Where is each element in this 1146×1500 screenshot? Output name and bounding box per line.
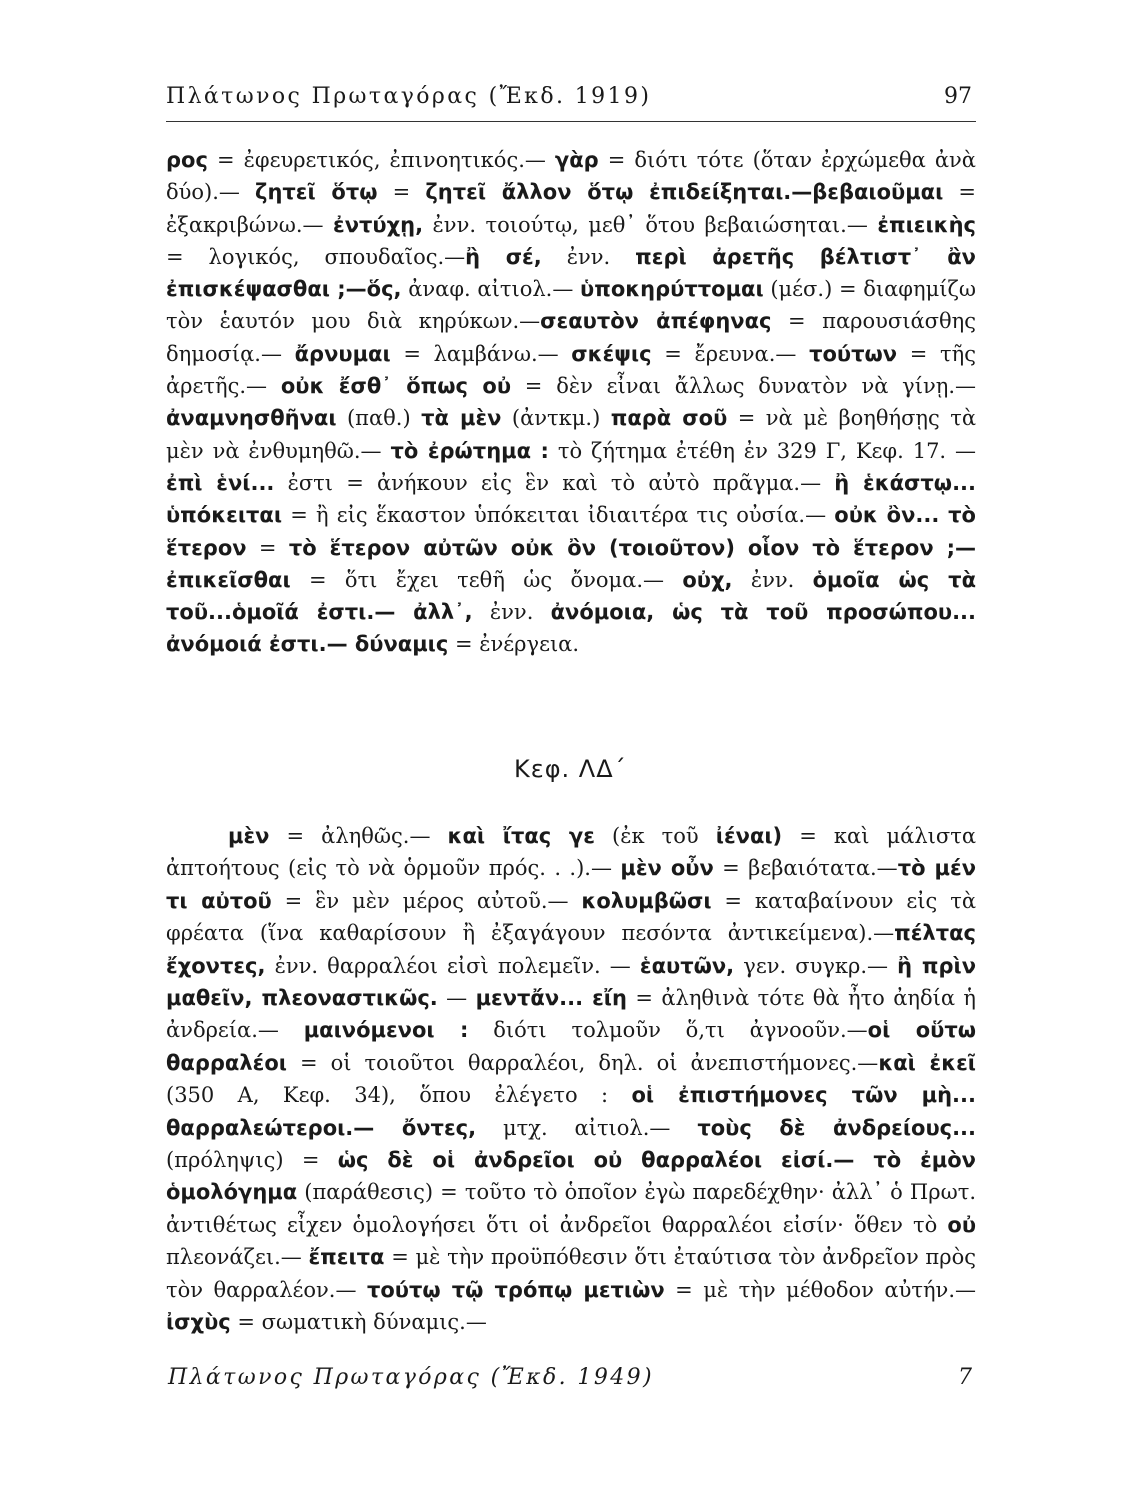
lemma-term: καὶ ἐκεῖ (878, 1050, 976, 1075)
lemma-term: ἔπειτα (308, 1245, 385, 1270)
gloss-text: = (246, 535, 289, 560)
gloss-text: = ὅτι ἔχει τεθῆ ὡς ὄνομα.— (290, 567, 683, 592)
gloss-text: ἐνν. θαρραλέοι εἰσὶ πολεμεῖν. — (265, 953, 640, 978)
gloss-text: = οἱ τοιοῦτοι θαρραλέοι, δηλ. οἱ ἀνεπιστήμονες.— (286, 1050, 879, 1075)
lemma-term: τὸ ἐρώτημα : (390, 438, 549, 463)
gloss-text: ἐστι = ἀνήκουν εἰς ἓν καὶ τὸ αὐτὸ πρᾶγμα.— (274, 470, 835, 495)
lemma-term: ὡς δὲ οἱ ἀνδρεῖοι οὐ θαρραλέοι εἰσί.— τὸ ἐμὸν ὁμολόγημα (166, 1148, 976, 1205)
lemma-term: οὐ (947, 1212, 976, 1237)
lemma-term: οἱ οὕτω θαρραλέοι (166, 1018, 977, 1075)
lemma-term: οὐχ, (682, 567, 733, 592)
gloss-text: = λαμβάνω.— (390, 341, 572, 366)
gloss-text: = ἓν μὲν μέρος αὐτοῦ.— (271, 888, 582, 913)
gloss-text: = ἐξακριβώνω.— (166, 180, 976, 237)
lemma-term: ρος (166, 148, 208, 172)
lemma-term: ἀναμνησθῆναι (166, 406, 337, 431)
gloss-text: (παράθεσις) = τοῦτο τὸ ὁποῖον ἐγὼ παρεδέχθην· ἀλλ᾽ ὁ Πρωτ. ἀντιθέτως εἶχεν ὁμολογήσει ὅτι οἱ ἀνδρεῖοι θαρραλέοι εἰσίν· ὅθεν τὸ (166, 1180, 976, 1237)
lemma-term: τὸ ἕτερον αὐτῶν οὐκ ὂν (τοιοῦτον) οἷον τὸ ἕτερον ;— ἐπικεῖσθαι (166, 535, 977, 592)
gloss-text: = (377, 180, 426, 205)
gloss-text: ἐνν. (732, 567, 813, 592)
lemma-term: ἄρνυμαι (294, 341, 391, 366)
gloss-text: (μέσ.) = διαφημίζω τὸν ἑαυτόν μου διὰ κηρύκων.— (166, 277, 976, 334)
lemma-term: σεαυτὸν ἀπέφηνας (540, 309, 772, 334)
lemma-term: ἢ σέ, (465, 244, 542, 269)
lemma-term: ἑαυτῶν, (639, 953, 735, 978)
gloss-text: διότι τολμοῦν ὅ,τι ἀγνοοῦν.— (468, 1018, 868, 1043)
gloss-text: (πρόληψις) = (166, 1148, 338, 1173)
lemma-term: τούτων (809, 341, 898, 366)
lemma-term: τὰ μὲν (421, 406, 502, 431)
chapter-heading: Κεφ. ΛΔ΄ (514, 755, 627, 783)
page-number: 97 (944, 84, 972, 109)
lemma-term: παρὰ σοῦ (610, 406, 728, 431)
lemma-term: ἐπιεικὴς (877, 212, 976, 237)
gloss-text: = βεβαιότατα.— (713, 856, 898, 881)
lemma-term: οὐκ ὂν... τὸ ἕτερον (166, 503, 976, 560)
running-title: Πλάτωνος Πρωταγόρας (Ἔκδ. 1919) (166, 84, 652, 109)
gloss-text: = δὲν εἶναι ἄλλως δυνατὸν νὰ γίνῃ.— (511, 374, 976, 399)
gloss-text: = ἐφευρετικός, ἐπινοητικός.— (207, 148, 555, 172)
lemma-term: καὶ ἴτας γε (447, 824, 595, 848)
commentary-block-2 (166, 820, 976, 1339)
gloss-text: μτχ. αἰτιολ.— (476, 1115, 698, 1140)
gloss-text: = καὶ μάλιστα ἀπτοήτους (εἰς τὸ νὰ ὁρμοῦν πρός. . .).— (166, 824, 977, 881)
gloss-text: τὸ ζήτημα ἐτέθη ἐν 329 Γ, Κεφ. 17. — (548, 438, 977, 463)
gloss-text: ἐνν. (472, 600, 551, 625)
lemma-term: περὶ ἀρετῆς βέλτιστ᾽ ἂν ἐπισκέψασθαι ;—ὅς, (166, 244, 976, 302)
gloss-text: ἀναφ. αἰτιολ.— (401, 277, 581, 302)
gloss-text: = λογικός, σπουδαῖος.— (166, 244, 466, 269)
commentary-paragraph-2 (166, 820, 976, 1339)
lemma-term: ἢ ἑκάστῳ... ὑπόκειται (166, 470, 976, 528)
gloss-text: — (437, 986, 476, 1011)
gloss-text: = παρουσιάσθης δημοσίᾳ.— (166, 309, 976, 366)
page-header (166, 84, 978, 118)
lemma-term: κολυμβῶσι (581, 888, 712, 913)
gloss-text: = μὲ τὴν μέθοδον αὐτήν.— (664, 1277, 976, 1302)
lemma-term: ζητεῖ ἄλλον ὅτῳ ἐπιδείξηται.—βεβαιοῦμαι (425, 180, 944, 205)
lemma-term: ἰέναι) (715, 824, 783, 848)
gloss-text: = ἔρευνα.— (651, 341, 810, 366)
footer-title: Πλάτωνος Πρωταγόρας (Ἔκδ. 1949) (168, 1365, 655, 1390)
gloss-text: ἐνν. (541, 244, 636, 269)
gloss-text: πλεονάζει.— (166, 1245, 309, 1270)
lemma-term: τοὺς δὲ ἀνδρείους... (697, 1115, 977, 1140)
lemma-term: μεντἄν... εἴη (475, 986, 627, 1011)
header-rule (166, 121, 976, 122)
gloss-text: (παθ.) (336, 406, 422, 431)
lemma-term: ἰσχὺς (166, 1310, 231, 1335)
commentary-paragraph-1 (166, 144, 976, 661)
gloss-text: (350 Α, Κεφ. 34), ὅπου ἐλέγετο : (166, 1083, 632, 1108)
lemma-term: οἱ ἐπιστήμονες τῶν μὴ... θαρραλεώτεροι.— ὄντες, (166, 1083, 976, 1140)
lemma-term: μαινόμενοι : (303, 1018, 469, 1043)
gloss-text: = ἐνέργεια. (448, 632, 580, 657)
gloss-text: = μὲ τὴν προϋπόθεσιν ὅτι ἐταύτισα τὸν ἀνδρεῖον πρὸς τὸν θαρραλέον.— (166, 1245, 976, 1302)
signature-mark: 7 (958, 1365, 972, 1390)
commentary-block-1 (166, 144, 976, 661)
gloss-text: = ἀληθῶς.— (269, 824, 448, 848)
lemma-term: ἐντύχῃ, (333, 212, 424, 237)
gloss-text: = καταβαίνουν εἰς τὰ φρέατα (ἵνα καθαρίσουν ἢ ἐξαγάγουν πεσόντα ἀντικείμενα).— (166, 888, 977, 946)
lemma-term: ἀνόμοια, ὡς τὰ τοῦ προσώπου... ἀνόμοιά ἐστι.— δύναμις (166, 600, 977, 657)
gloss-text: (ἐκ τοῦ (594, 824, 716, 848)
gloss-text: ἐνν. τοιούτῳ, μεθ᾽ ὅτου βεβαιώσηται.— (423, 212, 878, 237)
lemma-term: τὸ μέν τι αὐτοῦ (166, 856, 977, 913)
lemma-term: μὲν οὖν (620, 856, 714, 881)
lemma-term: σκέψις (571, 341, 652, 366)
lemma-term: ἢ πρὶν μαθεῖν, πλεοναστικῶς. (166, 953, 976, 1011)
gloss-text: = τῆς ἀρετῆς.— (166, 341, 976, 399)
gloss-text: = ἢ εἰς ἕκαστον ὑπόκειται ἰδιαιτέρα τις οὐσία.— (282, 503, 835, 528)
gloss-text: = ἀληθινὰ τότε θὰ ἦτο ἀηδία ἡ ἀνδρεία.— (166, 986, 977, 1043)
lemma-term: ὑποκηρύττομαι (580, 277, 764, 302)
gloss-text: = σωματικὴ δύναμις.— (230, 1310, 487, 1335)
lemma-term: οὐκ ἔσθ᾽ ὅπως οὐ (280, 374, 511, 399)
lemma-term: γὰρ (554, 148, 599, 172)
gloss-text: (ἀντκμ.) (501, 406, 611, 431)
lemma-term: πέλτας ἔχοντες, (166, 921, 976, 978)
lemma-term: ὁμοῖα ὡς τὰ τοῦ...ὁμοῖά ἐστι.— ἀλλ᾽, (166, 567, 977, 625)
page-footer (168, 1365, 978, 1395)
lemma-term: τούτῳ τῷ τρόπῳ μετιὼν (366, 1277, 665, 1302)
gloss-text: = νὰ μὲ βοηθήσῃς τὰ μὲν νὰ ἐνθυμηθῶ.— (166, 406, 977, 463)
lemma-term: μὲν (228, 824, 270, 848)
gloss-text: γεν. συγκρ.— (734, 953, 898, 978)
gloss-text: = διότι τότε (ὅταν ἐρχώμεθα ἀνὰ δύο).— (166, 148, 976, 205)
lemma-term: ζητεῖ ὅτῳ (255, 180, 378, 205)
lemma-term: ἐπὶ ἑνί... (166, 470, 275, 495)
